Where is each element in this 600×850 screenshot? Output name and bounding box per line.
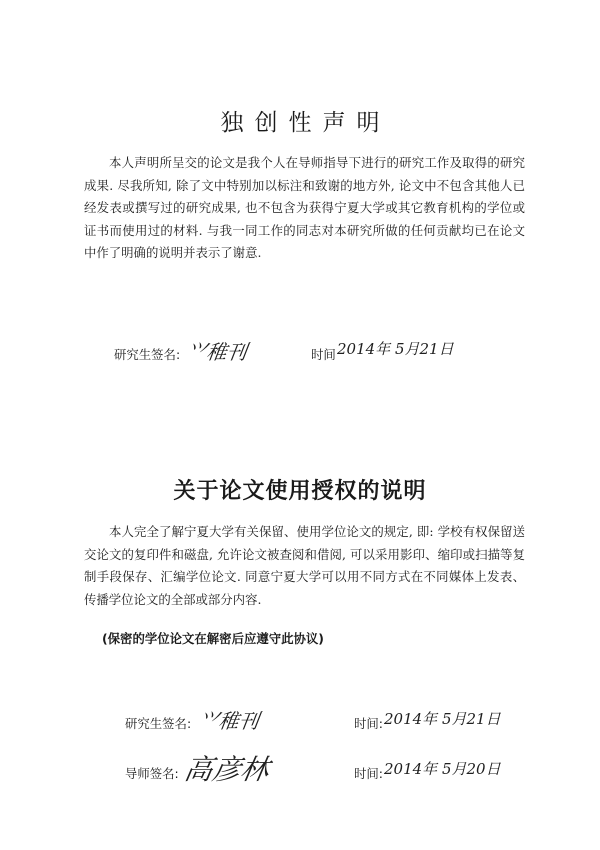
confidentiality-note: (保密的学位论文在解密后应遵守此协议) <box>102 631 324 646</box>
declaration-body: 本人声明所呈交的论文是我个人在导师指导下进行的研究工作及取得的研究成果. 尽我所知, 除了文中特别加以标注和致谢的地方外, 论文中不包含其他人已经发表或撰写过的研究成果, 也不包含为获得宁夏大学或其它教育机构的学位或证书而使用过的材料. 与我一同工作的同志对本研究所做的任何贡献均已在论文中作了明确的说明并表示了谢意. <box>84 155 525 260</box>
advisor-label: 导师签名: <box>125 766 179 781</box>
declaration-student-label: 研究生签名: <box>114 347 181 362</box>
declaration-date: 2014年 5月21日 <box>337 340 454 358</box>
authorization-student-date: 2014年 5月21日 <box>384 710 501 728</box>
authorization-body: 本人完全了解宁夏大学有关保留、使用学位论文的规定, 即: 学校有权保留送交论文的复印件和磁盘, 允许论文被查阅和借阅, 可以采用影印、缩印或扫描等复制手段保存、汇编学位论文. 同意宁夏大学可以用不同方式在不同媒体上发表、传播学位论文的全部或部分内容. <box>84 524 525 607</box>
authorization-title: 关于论文使用授权的说明 <box>173 479 427 504</box>
advisor-date: 2014年 5月20日 <box>384 760 501 778</box>
declaration-student-signature: ⺍稚刊 <box>185 340 249 364</box>
advisor-time-label: 时间: <box>354 766 383 781</box>
declaration-time-label: 时间 <box>311 347 336 362</box>
advisor-signature: 高彦林 <box>181 753 272 786</box>
authorization-student-label: 研究生签名: <box>125 716 192 731</box>
declaration-title: 独创性声明 <box>220 110 391 136</box>
authorization-student-time-label: 时间: <box>354 716 383 731</box>
authorization-student-signature: ⺍稚刊 <box>197 709 261 733</box>
